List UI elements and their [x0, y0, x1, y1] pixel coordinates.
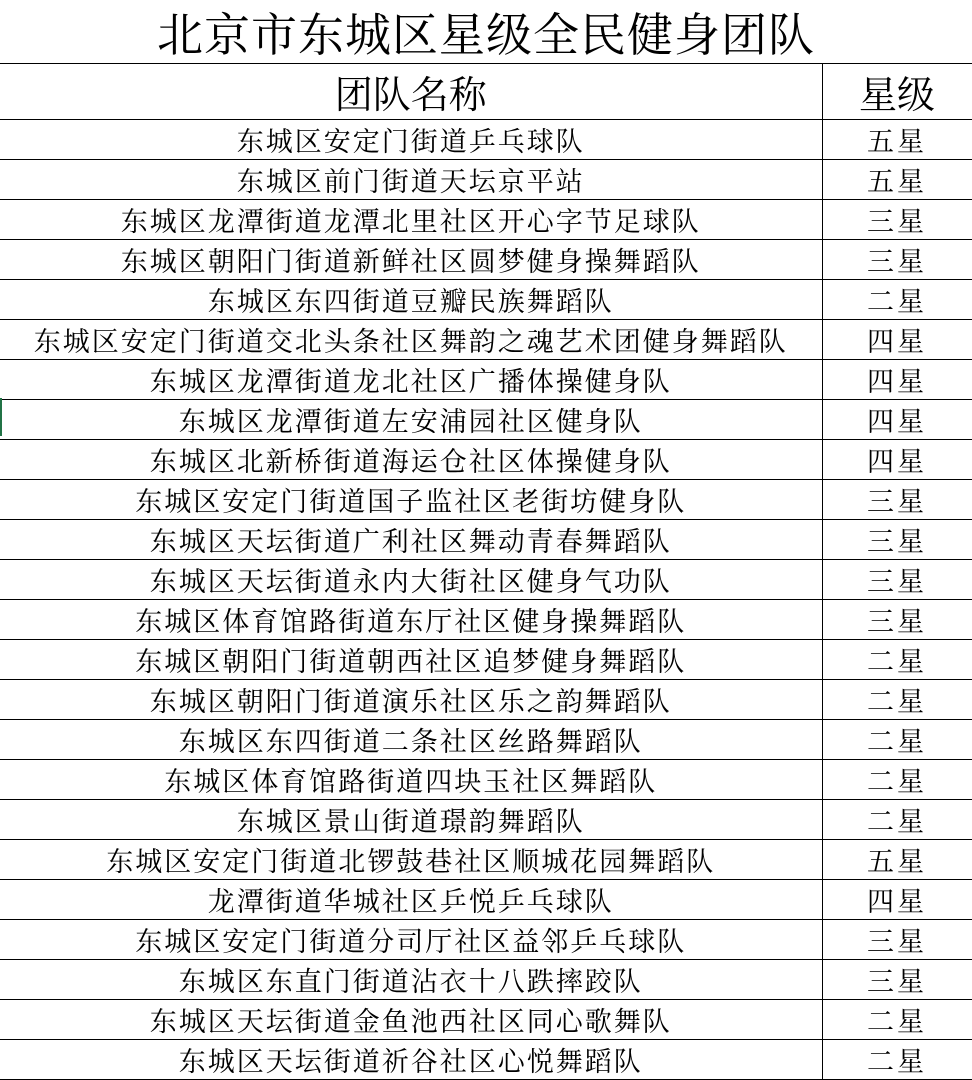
- table-row: [0, 760, 972, 800]
- table-row: [0, 400, 972, 440]
- table-row: [0, 120, 972, 160]
- star-level-cell[interactable]: 二星: [822, 760, 972, 800]
- table-row: [0, 960, 972, 1000]
- team-name-cell[interactable]: 东城区东四街道豆瓣民族舞蹈队: [0, 280, 822, 320]
- star-level-cell[interactable]: 二星: [822, 1040, 972, 1080]
- star-level-cell[interactable]: 二星: [822, 280, 972, 320]
- team-name-cell[interactable]: 东城区朝阳门街道朝西社区追梦健身舞蹈队: [0, 640, 822, 680]
- header-cell-name[interactable]: 团队名称: [0, 64, 822, 120]
- team-name-cell[interactable]: 东城区体育馆路街道东厅社区健身操舞蹈队: [0, 600, 822, 640]
- table-row: [0, 320, 972, 360]
- star-level-cell[interactable]: 三星: [822, 520, 972, 560]
- star-level-cell[interactable]: 四星: [822, 880, 972, 920]
- team-name-cell[interactable]: 东城区安定门街道北锣鼓巷社区顺城花园舞蹈队: [0, 840, 822, 880]
- team-name-cell[interactable]: 东城区龙潭街道龙北社区广播体操健身队: [0, 360, 822, 400]
- team-name-cell[interactable]: 东城区东四街道二条社区丝路舞蹈队: [0, 720, 822, 760]
- star-level-cell[interactable]: 五星: [822, 120, 972, 160]
- table-row: [0, 440, 972, 480]
- team-name-cell[interactable]: 龙潭街道华城社区乒悦乒乓球队: [0, 880, 822, 920]
- table-row: [0, 280, 972, 320]
- table-row: [0, 880, 972, 920]
- team-table: [0, 63, 972, 1080]
- table-row: [0, 600, 972, 640]
- table-row: [0, 640, 972, 680]
- table-row: [0, 200, 972, 240]
- cell-selection-marker: [0, 398, 2, 436]
- team-name-cell[interactable]: 东城区安定门街道国子监社区老街坊健身队: [0, 480, 822, 520]
- table-row: [0, 480, 972, 520]
- team-name-cell[interactable]: 东城区安定门街道交北头条社区舞韵之魂艺术团健身舞蹈队: [0, 320, 822, 360]
- team-name-cell[interactable]: 东城区天坛街道金鱼池西社区同心歌舞队: [0, 1000, 822, 1040]
- team-name-cell[interactable]: 东城区景山街道璟韵舞蹈队: [0, 800, 822, 840]
- team-name-cell[interactable]: 东城区安定门街道乒乓球队: [0, 120, 822, 160]
- star-level-cell[interactable]: 三星: [822, 480, 972, 520]
- team-name-cell[interactable]: 东城区天坛街道祈谷社区心悦舞蹈队: [0, 1040, 822, 1080]
- star-level-cell[interactable]: 三星: [822, 240, 972, 280]
- table-row: [0, 360, 972, 400]
- star-level-cell[interactable]: 二星: [822, 1000, 972, 1040]
- star-level-cell[interactable]: 三星: [822, 960, 972, 1000]
- star-level-cell[interactable]: 二星: [822, 720, 972, 760]
- star-level-cell[interactable]: 四星: [822, 320, 972, 360]
- team-name-cell[interactable]: 东城区天坛街道广利社区舞动青春舞蹈队: [0, 520, 822, 560]
- table-row: [0, 800, 972, 840]
- team-name-cell[interactable]: 东城区体育馆路街道四块玉社区舞蹈队: [0, 760, 822, 800]
- team-name-cell[interactable]: 东城区北新桥街道海运仓社区体操健身队: [0, 440, 822, 480]
- star-level-cell[interactable]: 三星: [822, 920, 972, 960]
- star-level-cell[interactable]: 五星: [822, 160, 972, 200]
- table-row: [0, 1040, 972, 1080]
- star-level-cell[interactable]: 三星: [822, 600, 972, 640]
- table-row: [0, 720, 972, 760]
- team-name-cell[interactable]: 东城区安定门街道分司厅社区益邻乒乓球队: [0, 920, 822, 960]
- star-level-cell[interactable]: 四星: [822, 400, 972, 440]
- table-row: [0, 520, 972, 560]
- star-level-cell[interactable]: 二星: [822, 640, 972, 680]
- header-row: [0, 64, 972, 120]
- star-level-cell[interactable]: 三星: [822, 200, 972, 240]
- star-level-cell[interactable]: 五星: [822, 840, 972, 880]
- sheet-title: 北京市东城区星级全民健身团队: [157, 8, 815, 62]
- star-level-cell[interactable]: 四星: [822, 360, 972, 400]
- team-name-cell[interactable]: 东城区天坛街道永内大街社区健身气功队: [0, 560, 822, 600]
- team-name-cell[interactable]: 东城区朝阳门街道演乐社区乐之韵舞蹈队: [0, 680, 822, 720]
- table-row: [0, 920, 972, 960]
- star-level-cell[interactable]: 二星: [822, 680, 972, 720]
- team-name-cell[interactable]: 东城区东直门街道沾衣十八跌摔跤队: [0, 960, 822, 1000]
- star-level-cell[interactable]: 四星: [822, 440, 972, 480]
- table-row: [0, 240, 972, 280]
- table-row: [0, 560, 972, 600]
- team-name-cell[interactable]: 东城区前门街道天坛京平站: [0, 160, 822, 200]
- table-row: [0, 160, 972, 200]
- star-level-cell[interactable]: 三星: [822, 560, 972, 600]
- table-row: [0, 680, 972, 720]
- star-level-cell[interactable]: 二星: [822, 800, 972, 840]
- table-row: [0, 1000, 972, 1040]
- team-name-cell[interactable]: 东城区朝阳门街道新鲜社区圆梦健身操舞蹈队: [0, 240, 822, 280]
- team-name-cell[interactable]: 东城区龙潭街道左安浦园社区健身队: [0, 400, 822, 440]
- team-name-cell[interactable]: 东城区龙潭街道龙潭北里社区开心字节足球队: [0, 200, 822, 240]
- header-cell-stars[interactable]: 星级: [822, 64, 972, 120]
- table-row: [0, 840, 972, 880]
